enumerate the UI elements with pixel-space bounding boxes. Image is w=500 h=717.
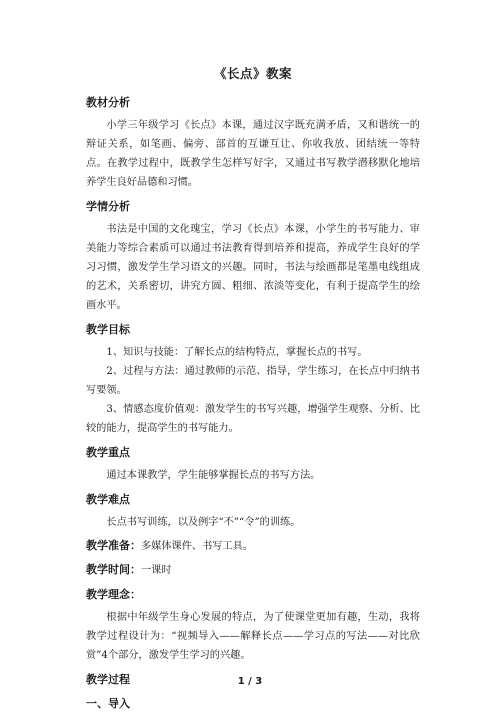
section-heading-key-points: 教学重点 xyxy=(86,446,130,459)
paragraph-key-points: 通过本课教学，学生能够掌握长点的书写方法。 xyxy=(106,470,321,481)
teaching-time-value: 一课时 xyxy=(141,565,172,576)
paragraph-goal-3: 3、情感态度价值观：激发学生的书写兴趣，增强学生观察、分析、比较的能力，提高学生的书写能力。 xyxy=(86,404,420,434)
section-heading-difficulties: 教学难点 xyxy=(86,493,130,506)
teaching-time-line xyxy=(86,560,420,580)
paragraph-teaching-philosophy: 根据中年级学生身心发展的特点，为了使课堂更加有趣，生动，我将教学过程设计为：“视频导入——解释长点——学习点的写法——对比欣赏”4个部分，激发学生学习的兴趣。 xyxy=(86,612,420,661)
section-heading-teaching-process: 教学过程 xyxy=(86,673,130,686)
section-heading-textbook-analysis: 教材分析 xyxy=(86,96,130,109)
paragraph-goal-1: 1、知识与技能：了解长点的结构特点，掌握长点的书写。 xyxy=(106,347,368,358)
section-heading-student-analysis: 学情分析 xyxy=(86,200,130,213)
subheading-introduction: 一、导入 xyxy=(86,697,130,710)
page-title: 《长点》教案 xyxy=(213,66,292,81)
page-number: 1 / 3 xyxy=(237,676,263,687)
document-body xyxy=(86,64,420,717)
paragraph-goal-2: 2、过程与方法：通过教师的示范、指导，学生练习，在长点中归纳书写要领。 xyxy=(86,366,420,396)
paragraph-difficulties: 长点书写训练，以及例字“不”“令”的训练。 xyxy=(106,517,301,528)
paragraph-student-analysis: 书法是中国的文化瑰宝，学习《长点》本课，小学生的书写能力、审美能力等综合素质可以通过书法教育得到培养和提高，养成学生良好的学习习惯，激发学生学习语文的兴趣。同时，书法与绘画都是笔墨电线组成的艺术，关系密切，讲究方圆、粗细、浓淡等变化，有利于提高学生的绘画水平。 xyxy=(86,224,420,311)
paragraph-textbook-analysis: 小学三年级学习《长点》本课，通过汉字既充满矛盾，又和谐统一的辩证关系，如笔画、偏旁、部首的互谦互让、你收我放、团结统一等特点。在教学过程中，既教学生怎样写好字，又通过书写教学潜移默化地培养学生良好品德和习惯。 xyxy=(86,120,420,188)
teaching-preparation-line xyxy=(86,536,420,556)
section-heading-teaching-goals: 教学目标 xyxy=(86,323,130,336)
teaching-preparation-value: 多媒体课件、书写工具。 xyxy=(141,541,254,552)
teaching-time-label: 教学时间： xyxy=(86,563,141,576)
teaching-preparation-label: 教学准备： xyxy=(86,539,141,552)
section-heading-teaching-philosophy: 教学理念： xyxy=(86,588,141,601)
